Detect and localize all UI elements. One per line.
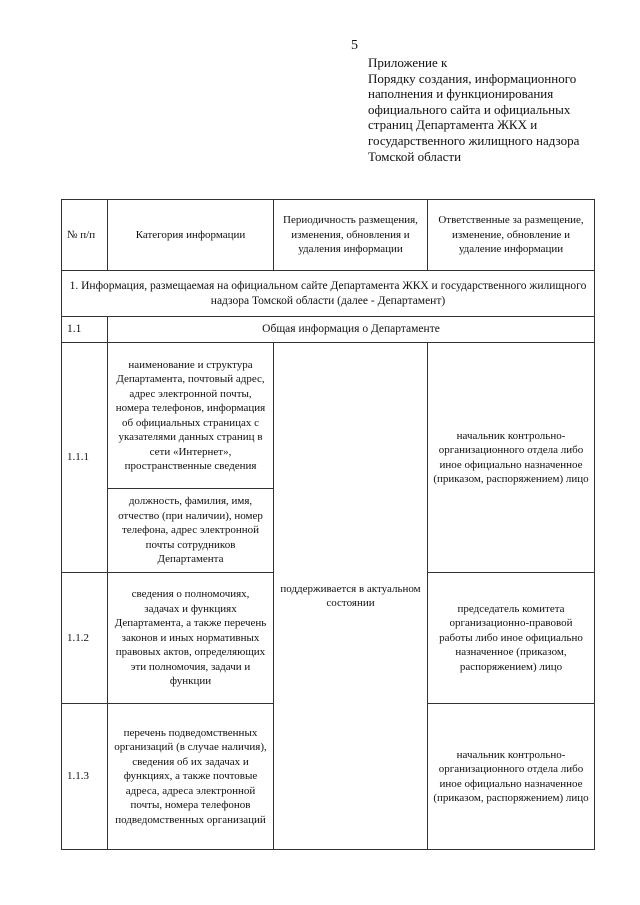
row-number: 1.1.3 bbox=[62, 704, 108, 850]
section-title: 1. Информация, размещаемая на официальном сайте Департамента ЖКХ и государственного жилищного надзора Томской области (далее - Департамент) bbox=[62, 271, 595, 317]
row-responsible: начальник контрольно-организационного отдела либо иное официально назначенное (приказом, распоряжением) лицо bbox=[428, 343, 595, 573]
row-number: 1.1.1 bbox=[62, 343, 108, 573]
row-category: перечень подведомственных организаций (в случае наличия), сведения об их задачах и функциях, а также почтовые адреса, адреса электронной почты, номера телефонов подведомственных организаций bbox=[108, 704, 274, 850]
header-responsible: Ответственные за размещение, изменение, обновление и удаление информации bbox=[428, 200, 595, 271]
appendix-line: наполнения и функционирования bbox=[368, 86, 554, 102]
row-number: 1.1.2 bbox=[62, 573, 108, 704]
row-responsible: начальник контрольно-организационного отдела либо иное официально назначенное (приказом, распоряжением) лицо bbox=[428, 704, 595, 850]
appendix-line: государственного жилищного надзора bbox=[368, 132, 580, 148]
appendix-line: Приложение к bbox=[368, 55, 448, 70]
row-responsible: председатель комитета организационно-правовой работы либо иное официально назначенное (приказом, распоряжением) лицо bbox=[428, 573, 595, 704]
appendix-line: официального сайта и официальных bbox=[368, 101, 571, 117]
row-periodicity: поддерживается в актуальном состоянии bbox=[274, 343, 428, 850]
table-row bbox=[62, 343, 595, 489]
header-number: № п/п bbox=[62, 200, 108, 271]
subsection-row bbox=[62, 317, 595, 343]
information-table bbox=[61, 199, 595, 850]
section-row bbox=[62, 271, 595, 317]
appendix-header bbox=[368, 55, 608, 164]
page-number: 5 bbox=[351, 38, 358, 53]
header-periodicity: Периодичность размещения, изменения, обновления и удаления информации bbox=[274, 200, 428, 271]
appendix-line: Порядку создания, информационного bbox=[368, 70, 577, 86]
subsection-title: Общая информация о Департаменте bbox=[108, 317, 595, 343]
table-header-row bbox=[62, 200, 595, 271]
row-category: наименование и структура Департамента, почтовый адрес, адрес электронной почты, номера телефонов, информация об официальных страницах с указателями данных страниц в сети «Интернет», пространственные сведения bbox=[108, 343, 274, 489]
appendix-line: страниц Департамента ЖКХ и bbox=[368, 117, 538, 133]
row-category: сведения о полномочиях, задачах и функциях Департамента, а также перечень законов и иных нормативных правовых актов, определяющих эти полномочия, задачи и функции bbox=[108, 573, 274, 704]
subsection-number: 1.1 bbox=[62, 317, 108, 343]
row-category: должность, фамилия, имя, отчество (при наличии), номер телефона, адрес электронной почты сотрудников Департамента bbox=[108, 489, 274, 573]
header-category: Категория информации bbox=[108, 200, 274, 271]
appendix-line: Томской области bbox=[368, 148, 462, 164]
